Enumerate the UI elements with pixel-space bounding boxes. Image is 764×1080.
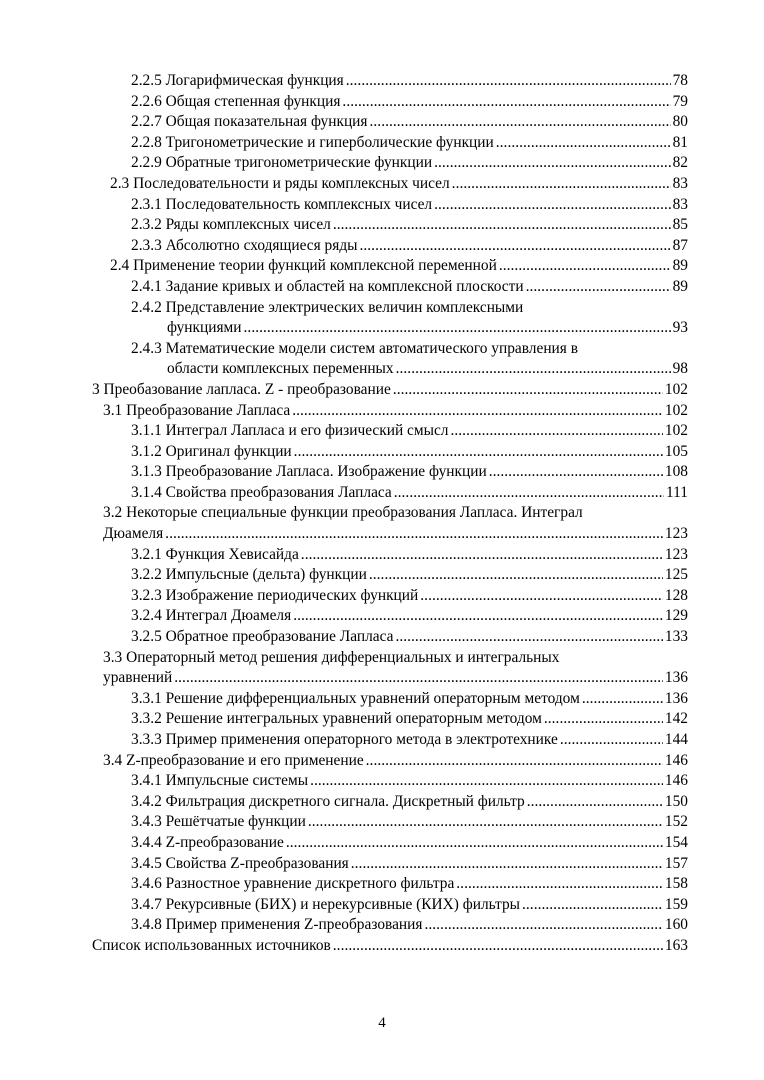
toc-entry-title: 3.3.1 Решение дифференциальных уравнений операторным методом [131, 689, 580, 707]
toc-entry[interactable] [103, 648, 688, 689]
dot-leader [294, 442, 663, 463]
table-of-contents [0, 71, 764, 957]
toc-entry-title: 2.4.3 Математические модели систем автоматического управления в [131, 339, 578, 357]
toc-entry[interactable] [131, 92, 688, 113]
dot-leader [450, 421, 662, 442]
toc-entry[interactable] [131, 854, 688, 875]
toc-entry-title: 3.2.2 Импульсные (дельта) функции [131, 566, 367, 584]
toc-entry-page: 146 [664, 772, 688, 790]
toc-entry[interactable] [103, 401, 688, 422]
dot-leader [522, 895, 663, 916]
dot-leader [434, 195, 670, 216]
dot-leader [293, 606, 663, 627]
toc-entry[interactable] [131, 833, 688, 854]
toc-entry-title-continued: функциями [167, 319, 242, 337]
dot-leader [424, 915, 662, 936]
toc-entry-page: 158 [664, 875, 688, 893]
toc-entry-title: 3.4.8 Пример применения Z-преобразования [131, 916, 423, 934]
toc-entry-title: 2.3.3 Абсолютно сходящиеся ряды [131, 236, 358, 254]
toc-entry-title-continued: уравнений [103, 669, 173, 687]
toc-entry[interactable] [110, 174, 688, 195]
toc-entry-page: 133 [664, 628, 688, 646]
toc-entry-page: 111 [666, 483, 688, 501]
dot-leader [499, 256, 671, 277]
toc-entry-page: 159 [664, 895, 688, 913]
toc-entry-page: 136 [664, 689, 688, 707]
toc-entry[interactable] [131, 236, 688, 257]
toc-entry-title: 2.4.1 Задание кривых и областей на комплексной плоскости [131, 277, 524, 295]
dot-leader [333, 215, 671, 236]
dot-leader [244, 318, 671, 339]
toc-entry-title: 2.3 Последовательности и ряды комплексных чисел [110, 174, 450, 192]
toc-entry[interactable] [131, 606, 688, 627]
dot-leader [393, 380, 663, 401]
toc-entry-page: 108 [664, 463, 688, 481]
dot-leader [526, 277, 671, 298]
toc-entry-page: 152 [664, 813, 688, 831]
toc-entry-title: 3.2.4 Интеграл Дюамеля [131, 607, 292, 625]
toc-entry-title: 3.4 Z-преобразование и его применение [103, 751, 364, 769]
toc-entry[interactable] [131, 627, 688, 648]
toc-entry-title: 3.1.4 Свойства преобразования Лапласа [131, 483, 392, 501]
dot-leader [394, 483, 664, 504]
toc-entry[interactable] [131, 792, 688, 813]
toc-entry-page: 102 [664, 422, 688, 440]
toc-entry[interactable] [131, 112, 688, 133]
toc-entry-page: 82 [672, 154, 688, 172]
dot-leader [333, 936, 663, 957]
toc-entry-title: 2.2.8 Тригонометрические и гиперболические функции [131, 133, 494, 151]
toc-entry[interactable] [131, 812, 688, 833]
toc-entry[interactable] [131, 565, 688, 586]
toc-entry-page: 160 [664, 916, 688, 934]
toc-entry-page: 78 [672, 72, 688, 89]
toc-entry[interactable] [103, 503, 688, 544]
toc-entry-title: 2.2.9 Обратные тригонометрические функции [131, 154, 433, 172]
toc-entry-page: 81 [672, 133, 688, 151]
toc-entry[interactable] [131, 277, 688, 298]
toc-entry[interactable] [131, 874, 688, 895]
toc-entry-title: 2.2.6 Общая степенная функция [131, 92, 341, 110]
dot-leader [420, 586, 663, 607]
toc-entry[interactable] [92, 936, 688, 957]
page-number: 4 [378, 1015, 386, 1031]
dot-leader [369, 565, 663, 586]
toc-entry-page: 87 [672, 236, 688, 254]
toc-entry[interactable] [131, 195, 688, 216]
toc-entry-title: 3.2.1 Функция Хевисайда [131, 545, 299, 563]
toc-entry[interactable] [131, 586, 688, 607]
toc-entry-title-continued: области комплексных переменных [167, 360, 394, 378]
dot-leader [286, 833, 663, 854]
toc-entry[interactable] [131, 895, 688, 916]
toc-entry-title: 3.3.2 Решение интегральных уравнений операторным методом [131, 710, 542, 728]
toc-entry-page: 157 [664, 854, 688, 872]
dot-leader [346, 71, 671, 92]
toc-entry-page: 89 [672, 257, 688, 275]
toc-entry-title: 3.3.3 Пример применения операторного метода в электротехнике [131, 731, 558, 748]
dot-leader [370, 112, 671, 133]
toc-entry-page: 123 [664, 545, 688, 563]
toc-entry-title: 3.4.7 Рекурсивные (БИХ) и нерекурсивные (КИХ) фильтры [131, 895, 521, 913]
toc-entry-page: 146 [664, 751, 688, 769]
toc-entry-page: 80 [672, 113, 688, 131]
toc-entry-title: 2.3.2 Ряды комплексных чисел [131, 216, 331, 234]
toc-entry[interactable] [131, 545, 688, 566]
toc-entry[interactable] [131, 483, 688, 504]
toc-entry[interactable] [103, 751, 688, 772]
toc-entry-title-continued: Дюамеля [103, 525, 164, 543]
dot-leader [308, 812, 663, 833]
toc-entry-title: Список использованных источников [92, 936, 331, 954]
dot-leader [456, 874, 663, 895]
toc-entry-page: 93 [672, 319, 688, 337]
toc-entry-title: 3.4.2 Фильтрация дискретного сигнала. Дискретный фильтр [131, 792, 525, 810]
toc-entry-page: 125 [664, 566, 688, 584]
toc-entry-title: 2.4 Применение теории функций комплексной переменной [110, 257, 497, 275]
dot-leader [527, 792, 663, 813]
toc-entry-page: 154 [664, 833, 688, 851]
toc-entry-title: 3.3 Операторный метод решения дифференциальных и интегральных [103, 648, 560, 666]
toc-entry-page: 98 [672, 360, 688, 378]
toc-entry-page: 83 [672, 195, 688, 213]
toc-entry[interactable] [131, 215, 688, 236]
toc-entry-page: 105 [664, 442, 688, 460]
dot-leader [366, 751, 663, 772]
toc-entry-page: 144 [664, 731, 688, 748]
toc-entry-title: 3.4.3 Решётчатые функции [131, 813, 306, 831]
toc-entry-page: 102 [664, 380, 688, 398]
toc-entry-title: 2.3.1 Последовательность комплексных чисел [131, 195, 433, 213]
toc-entry-title: 2.2.5 Логарифмическая функция [131, 72, 344, 89]
toc-entry-title: 3.1.3 Преобразование Лапласа. Изображение функции [131, 463, 487, 481]
toc-entry-page: 79 [672, 92, 688, 110]
dot-leader [292, 401, 663, 422]
toc-entry-page: 163 [664, 936, 688, 954]
dot-leader [165, 524, 663, 545]
toc-entry-page: 142 [664, 710, 688, 728]
dot-leader [351, 854, 663, 875]
toc-entry[interactable] [131, 421, 688, 442]
dot-leader [452, 174, 671, 195]
dot-leader [396, 359, 671, 380]
dot-leader [360, 236, 671, 257]
dot-leader [310, 771, 663, 792]
toc-entry[interactable] [131, 339, 688, 380]
toc-entry[interactable] [131, 71, 688, 92]
toc-entry-page: 83 [672, 174, 688, 192]
dot-leader [560, 730, 663, 751]
dot-leader [434, 153, 671, 174]
toc-entry[interactable] [131, 771, 688, 792]
toc-entry[interactable] [131, 709, 688, 730]
toc-entry-page: 123 [664, 525, 688, 543]
toc-entry-page: 89 [672, 277, 688, 295]
toc-entry[interactable] [131, 730, 688, 751]
toc-entry-title: 3.1 Преобразование Лапласа [103, 401, 291, 419]
toc-entry-page: 150 [664, 792, 688, 810]
dot-leader [342, 92, 670, 113]
dot-leader [582, 689, 663, 710]
toc-entry-title: 3.1.2 Оригинал функции [131, 442, 292, 460]
dot-leader [301, 545, 663, 566]
toc-entry-page: 129 [664, 607, 688, 625]
toc-entry-title: 3.2.3 Изображение периодических функций [131, 586, 419, 604]
toc-entry-page: 85 [672, 216, 688, 234]
toc-entry-title: 3 Преобазование лапласа. Z - преобразование [92, 380, 391, 398]
toc-entry[interactable] [131, 442, 688, 463]
toc-entry[interactable] [131, 133, 688, 154]
dot-leader [174, 668, 663, 689]
toc-entry[interactable] [131, 298, 688, 339]
toc-entry[interactable] [131, 153, 688, 174]
dot-leader [544, 709, 663, 730]
toc-entry-title: 2.4.2 Представление электрических величин комплексными [131, 298, 524, 316]
toc-entry-title: 3.4.6 Разностное уравнение дискретного фильтра [131, 875, 455, 893]
toc-entry-title: 3.4.4 Z-преобразование [131, 833, 284, 851]
toc-entry-title: 3.1.1 Интеграл Лапласа и его физический смысл [131, 422, 449, 440]
toc-entry[interactable] [131, 462, 688, 483]
toc-entry-title: 3.4.1 Импульсные системы [131, 772, 309, 790]
dot-leader [489, 462, 663, 483]
toc-entry-page: 102 [664, 401, 688, 419]
toc-entry-page: 136 [664, 669, 688, 687]
toc-entry-title: 3.2 Некоторые специальные функции преобразования Лапласа. Интеграл [103, 504, 583, 522]
toc-entry[interactable] [110, 256, 688, 277]
toc-entry-title: 3.2.5 Обратное преобразование Лапласа [131, 628, 394, 646]
toc-entry-title: 3.4.5 Свойства Z-преобразования [131, 854, 349, 872]
dot-leader [395, 627, 662, 648]
dot-leader [496, 133, 671, 154]
toc-entry-title: 2.2.7 Общая показательная функция [131, 113, 368, 131]
toc-entry-page: 128 [664, 586, 688, 604]
toc-entry[interactable] [131, 689, 688, 710]
toc-entry[interactable] [131, 915, 688, 936]
toc-entry[interactable] [92, 380, 688, 401]
